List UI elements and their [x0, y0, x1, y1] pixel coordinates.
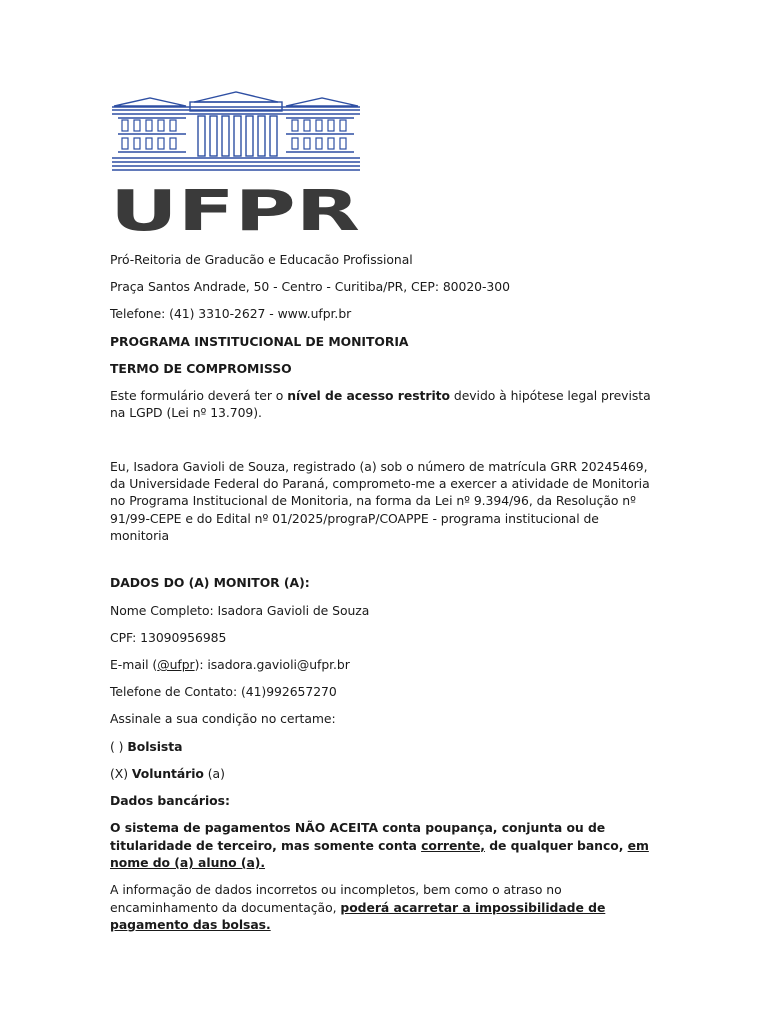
monitor-full-name: Nome Completo: Isadora Gavioli de Souza — [110, 602, 370, 618]
spacer — [110, 554, 655, 574]
monitor-email — [110, 656, 655, 673]
office-phone: Telefone: (41) 3310-2627 - www.ufpr.br — [110, 306, 352, 322]
access-notice — [110, 387, 655, 422]
bank-info-emphasis: poderá acarretar a impossibilidade de pagamento das bolsas. — [110, 899, 606, 933]
office-address: Praça Santos Andrade, 50 - Centro - Curitiba/PR, CEP: 80020-300 — [110, 279, 510, 295]
condition-prompt: Assinale a sua condição no certame: — [110, 711, 336, 727]
email-domain-link[interactable]: @ufpr — [157, 657, 195, 673]
ufpr-logo-text: UFPR — [110, 179, 360, 235]
program-title: PROGRAMA INSTITUCIONAL DE MONITORIA — [110, 333, 409, 349]
bank-warning-checking-account: corrente, — [421, 837, 485, 853]
bank-data-heading: Dados bancários: — [110, 793, 230, 809]
access-level-emphasis: nível de acesso restrito — [287, 388, 450, 404]
option-bolsista-checkbox: ( ) — [110, 738, 128, 754]
office-name: Pró-Reitoria de Graducão e Educacão Profissional — [110, 252, 413, 267]
access-notice-after: devido à hipótese legal prevista na LGPD (Lei nº 13.709). — [110, 388, 651, 421]
bank-info-text: A informação de dados incorretos ou incompletos, bem como o atraso no encaminhamento da documentação, — [110, 882, 562, 915]
email-prefix: E-mail ( — [110, 657, 158, 673]
spacer — [110, 432, 655, 458]
option-voluntario-label: Voluntário — [131, 765, 204, 781]
option-voluntario — [110, 765, 655, 782]
bank-account-warning — [110, 819, 655, 871]
email-suffix: ): isadora.gavioli@ufpr.br — [194, 657, 350, 673]
option-bolsista-label: Bolsista — [127, 738, 183, 754]
commitment-statement: Eu, Isadora Gavioli de Souza, registrado (a) sob o número de matrícula GRR 20245469, da Universidade Federal do Paraná, comprometo-me a exercer a atividade de Monitoria no Programa Institucional de Monitoria, na forma da Lei nº 9.394/96, da Resolução nº 91/99-CEPE e do Edital nº 01/2025/prograP/COAPPE - programa institucional de monitoria — [110, 458, 650, 544]
option-bolsista — [110, 738, 655, 755]
document-title: TERMO DE COMPROMISSO — [110, 360, 292, 376]
option-voluntario-suffix: (a) — [203, 765, 225, 781]
access-notice-before: Este formulário deverá ter o — [110, 388, 288, 404]
monitor-data-heading: DADOS DO (A) MONITOR (A): — [110, 575, 310, 591]
option-voluntario-checkbox: (X) — [110, 765, 132, 781]
building-columns — [198, 116, 277, 156]
bank-warning-part1: O sistema de pagamentos NÃO ACEITA conta poupança, conjunta ou de titularidade de terceiro, mas somente conta — [110, 820, 606, 853]
document-body — [110, 251, 655, 943]
bank-info-notice — [110, 881, 655, 933]
monitor-phone: Telefone de Contato: (41)992657270 — [110, 684, 337, 700]
ufpr-logo — [110, 90, 362, 235]
monitor-cpf: CPF: 13090956985 — [110, 629, 227, 645]
bank-warning-part2: de qualquer banco, — [484, 837, 628, 853]
bank-warning-account-holder: em nome do (a) aluno (a). — [110, 837, 649, 871]
